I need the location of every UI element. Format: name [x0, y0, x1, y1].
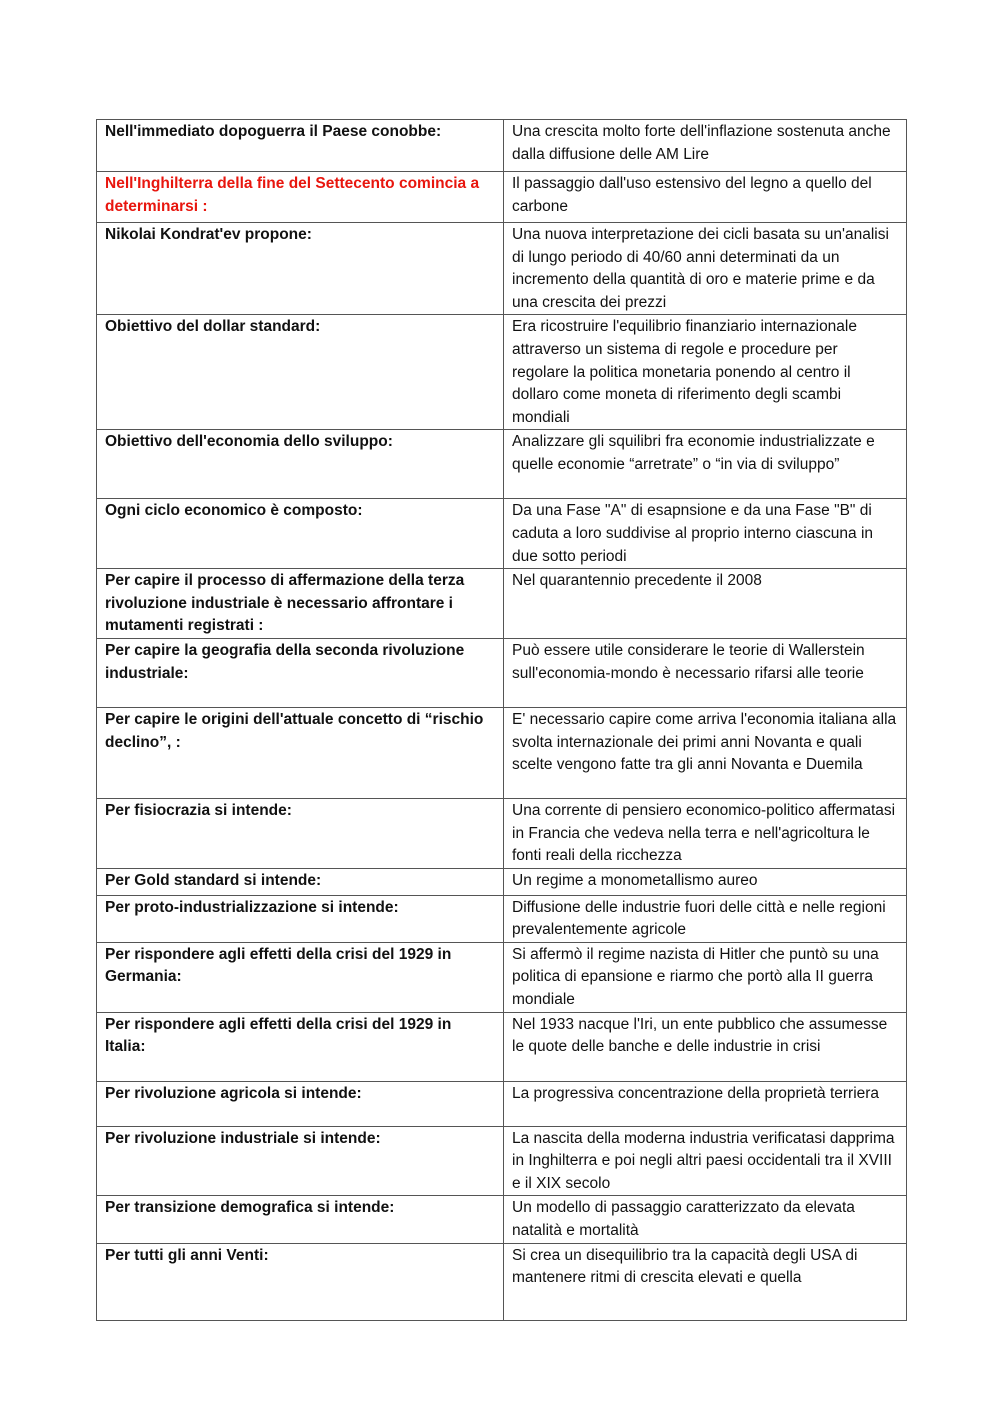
table-row	[97, 868, 907, 895]
table-row	[97, 942, 907, 1012]
table-row	[97, 569, 907, 639]
answer-cell: Analizzare gli squilibri fra economie industrializzate e quelle economie “arretrate” o “in via di sviluppo”	[504, 430, 907, 499]
question-cell: Per rivoluzione agricola si intende:	[97, 1081, 504, 1126]
answer-cell: Un regime a monometallismo aureo	[504, 868, 907, 895]
table-row	[97, 1081, 907, 1126]
answer-cell: Il passaggio dall'uso estensivo del legno a quello del carbone	[504, 172, 907, 223]
table-row	[97, 315, 907, 430]
table-row	[97, 1243, 907, 1320]
answer-cell: Diffusione delle industrie fuori delle città e nelle regioni prevalentemente agricole	[504, 895, 907, 942]
table-row	[97, 430, 907, 499]
answer-cell: Era ricostruire l'equilibrio finanziario internazionale attraverso un sistema di regole e procedure per regolare la politica monetaria ponendo al centro il dollaro come moneta di riferimento degli scambi mondiali	[504, 315, 907, 430]
table-row	[97, 895, 907, 942]
question-cell-highlighted: Nell'Inghilterra della fine del Settecento comincia a determinarsi :	[97, 172, 504, 223]
answer-cell: Nel 1933 nacque l'Iri, un ente pubblico che assumesse le quote delle banche e delle industrie in crisi	[504, 1012, 907, 1081]
answer-cell: Può essere utile considerare le teorie di Wallerstein sull'economia-mondo è necessario rifarsi alle teorie	[504, 638, 907, 707]
question-cell: Nell'immediato dopoguerra il Paese conobbe:	[97, 120, 504, 172]
answer-cell: Una corrente di pensiero economico-politico affermatasi in Francia che vedeva nella terra e nell'agricoltura le fonti reali della ricchezza	[504, 798, 907, 868]
question-cell: Obiettivo del dollar standard:	[97, 315, 504, 430]
answer-cell: Si affermò il regime nazista di Hitler che puntò su una politica di epansione e riarmo che portò alla II guerra mondiale	[504, 942, 907, 1012]
question-cell: Per fisiocrazia si intende:	[97, 798, 504, 868]
answer-cell: La nascita della moderna industria verificatasi dapprima in Inghilterra e poi negli altri paesi occidentali tra il XVIII e il XIX secolo	[504, 1126, 907, 1196]
table-row	[97, 223, 907, 315]
question-cell: Per rispondere agli effetti della crisi del 1929 in Germania:	[97, 942, 504, 1012]
question-cell: Per transizione demografica si intende:	[97, 1196, 504, 1243]
answer-cell: La progressiva concentrazione della proprietà terriera	[504, 1081, 907, 1126]
table-row	[97, 638, 907, 707]
answer-cell: Una crescita molto forte dell'inflazione sostenuta anche dalla diffusione delle AM Lire	[504, 120, 907, 172]
answer-cell: Una nuova interpretazione dei cicli basata su un'analisi di lungo periodo di 40/60 anni determinati da un incremento della quantità di oro e materie prime e da una crescita dei prezzi	[504, 223, 907, 315]
table-row	[97, 798, 907, 868]
table-row	[97, 707, 907, 798]
table-row	[97, 1196, 907, 1243]
question-cell: Per tutti gli anni Venti:	[97, 1243, 504, 1320]
question-cell: Per proto-industrializzazione si intende:	[97, 895, 504, 942]
table-row	[97, 120, 907, 172]
answer-cell: E' necessario capire come arriva l'economia italiana alla svolta internazionale dei primi anni Novanta e quali scelte vengono fatte tra gli anni Novanta e Duemila	[504, 707, 907, 798]
question-cell: Per capire le origini dell'attuale concetto di “rischio declino”, :	[97, 707, 504, 798]
question-cell: Per rispondere agli effetti della crisi del 1929 in Italia:	[97, 1012, 504, 1081]
question-cell: Per Gold standard si intende:	[97, 868, 504, 895]
question-cell: Nikolai Kondrat'ev propone:	[97, 223, 504, 315]
table-row	[97, 1126, 907, 1196]
question-cell: Per capire la geografia della seconda rivoluzione industriale:	[97, 638, 504, 707]
table-row	[97, 1012, 907, 1081]
answer-cell: Nel quarantennio precedente il 2008	[504, 569, 907, 639]
answer-cell: Si crea un disequilibrio tra la capacità degli USA di mantenere ritmi di crescita elevati e quella	[504, 1243, 907, 1320]
question-cell: Per capire il processo di affermazione della terza rivoluzione industriale è necessario affrontare i mutamenti registrati :	[97, 569, 504, 639]
question-cell: Obiettivo dell'economia dello sviluppo:	[97, 430, 504, 499]
qa-table	[96, 119, 907, 1321]
answer-cell: Un modello di passaggio caratterizzato da elevata natalità e mortalità	[504, 1196, 907, 1243]
question-cell: Per rivoluzione industriale si intende:	[97, 1126, 504, 1196]
answer-cell: Da una Fase "A" di esapnsione e da una Fase "B" di caduta a loro suddivise al proprio interno ciascuna in due sotto periodi	[504, 499, 907, 569]
question-cell: Ogni ciclo economico è composto:	[97, 499, 504, 569]
table-row	[97, 499, 907, 569]
table-row	[97, 172, 907, 223]
